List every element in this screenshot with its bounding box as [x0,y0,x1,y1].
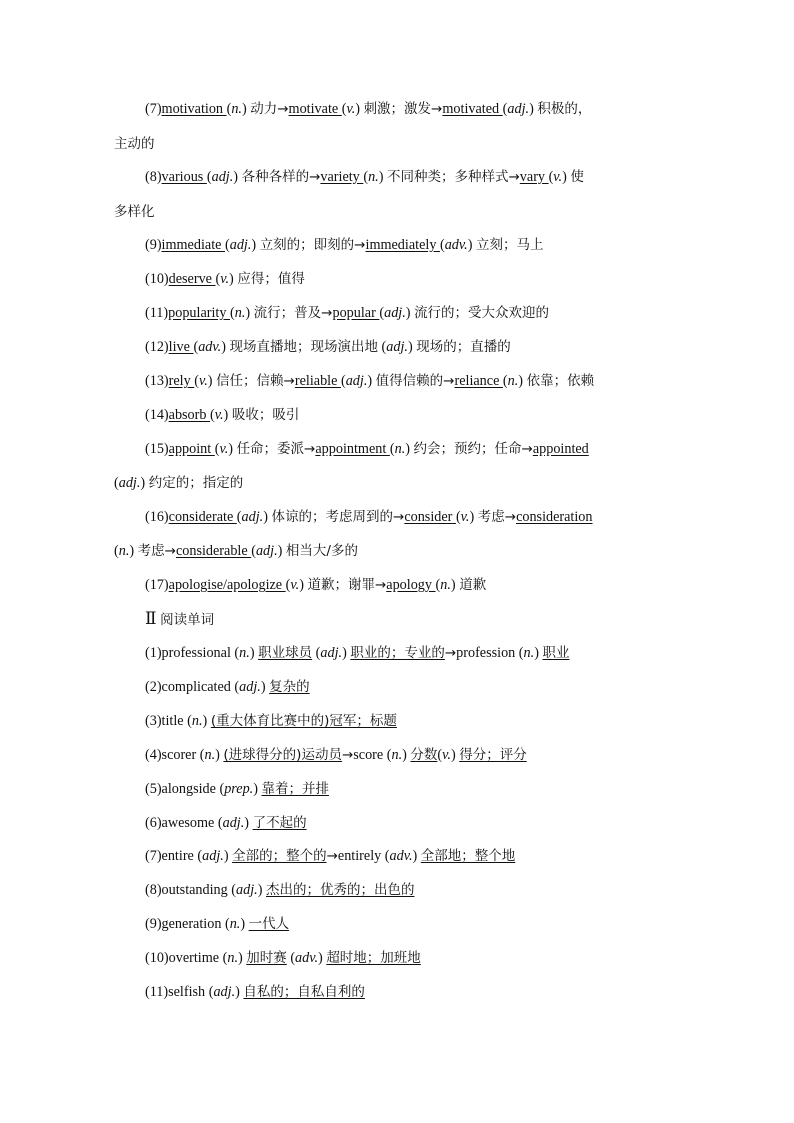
text-segment: 值得信赖的→ [375,373,455,389]
part-of-speech: n. [227,950,238,966]
text-segment: ) [228,441,237,457]
part-of-speech: adv. [198,339,222,355]
text-segment: 立刻的；即刻的→ [259,237,366,253]
reading-line-11 [145,982,365,1002]
text-segment: 体谅的；考虑周到的→ [271,509,405,525]
text-segment: ( [340,373,346,389]
answer-word: 分数 [410,747,438,763]
text-segment: 考虑→ [477,509,517,525]
answer-word: live [168,339,194,355]
text-segment: 相当大/多的 [285,543,358,559]
text-segment: (3)title ( [145,713,192,729]
vocab-line-14 [145,405,299,425]
answer-word: 一代人 [248,916,290,932]
text-segment: ) [378,169,387,185]
part-of-speech: v. [214,407,224,423]
text-segment: 阅读单词 [160,612,215,628]
answer-word: 得分；评分 [459,747,527,763]
text-segment: ) [229,271,238,287]
text-segment: ) [318,950,327,966]
answer-word: 职业 [542,645,570,661]
text-segment: ( [502,373,508,389]
text-segment: ( [236,509,242,525]
text-segment: 吸收；吸引 [231,407,300,423]
text-segment: (4)scorer ( [145,747,205,763]
answer-word: (重大体育比赛中的)冠军；标题 [210,713,397,729]
vocab-line-16-cont [114,541,358,561]
text-segment: ) [223,407,232,423]
text-segment: ) [402,747,411,763]
answer-word: 职业球员 [258,645,313,661]
vocab-line-10 [145,269,305,289]
text-segment: 道歉；谢罪→ [307,577,387,593]
answer-word: consider [404,509,456,525]
text-segment: 立刻；马上 [475,237,544,253]
part-of-speech: adj. [239,679,261,695]
part-of-speech: n. [394,441,406,457]
text-segment: 约会；预约；任命→ [413,441,533,457]
part-of-speech: n. [440,577,451,593]
text-segment: 应得；值得 [237,271,305,287]
answer-word: reliance [454,373,503,389]
text-segment: ( [230,305,235,321]
text-segment: ) [257,882,266,898]
text-segment: ) [562,169,571,185]
part-of-speech: n. [368,169,379,185]
text-segment: ) [407,339,417,355]
text-segment: ( [114,543,119,559]
text-segment: ) [233,169,242,185]
part-of-speech: adv. [295,950,319,966]
part-of-speech: v. [219,441,229,457]
text-segment: 依靠；依赖 [526,373,595,389]
vocab-line-7 [145,99,591,119]
vocab-line-9 [145,235,543,255]
text-segment: ) [534,645,543,661]
answer-word: reliable [294,373,341,389]
part-of-speech: adj. [118,475,141,491]
reading-line-5 [145,779,329,799]
part-of-speech: v. [290,577,300,593]
answer-word: 全部地；整个地 [420,848,516,864]
text-segment: 动力→ [250,101,289,117]
text-segment: ( [455,509,461,525]
text-segment: ) [260,679,270,695]
text-segment: ) [237,950,247,966]
text-segment: ) [202,713,211,729]
text-segment: ( [224,237,230,253]
text-segment: ( [363,169,369,185]
answer-word: 了不起的 [252,815,307,831]
text-segment: ( [389,441,395,457]
vocab-line-16 [145,507,593,527]
text-segment: (17) [145,577,169,593]
text-segment: ( [312,645,321,661]
text-segment: (13) [145,373,169,389]
part-of-speech: n. [507,373,519,389]
part-of-speech: adj. [211,169,234,185]
text-segment: ( [193,339,199,355]
text-segment: (8) [145,169,162,185]
text-segment: ( [226,101,232,117]
text-segment: ( [341,101,347,117]
reading-line-7 [145,846,515,866]
text-segment: (11)selfish ( [145,984,214,1000]
text-segment: Ⅱ [145,609,157,628]
answer-word: 加时赛 [246,950,287,966]
text-segment: ) [245,305,254,321]
text-segment: ) [529,101,538,117]
text-segment: 现场的；直播的 [416,339,511,355]
text-segment: → [326,848,338,864]
answer-word: deserve [168,271,216,287]
text-segment: 约定的；指定的 [148,475,244,491]
text-segment: 流行的；受大众欢迎的 [414,305,550,321]
reading-line-1 [145,643,569,663]
text-segment: ) [518,373,527,389]
text-segment: ) [249,645,259,661]
answer-word: 复杂的 [269,679,310,695]
vocab-line-11 [145,303,549,323]
text-segment: (7)entire ( [145,848,203,864]
part-of-speech: adv. [389,848,413,864]
answer-word: 全部的；整个的 [232,848,327,864]
text-segment: ( [214,441,220,457]
vocab-line-13 [145,371,594,391]
part-of-speech: adj. [345,373,368,389]
text-segment: ) [405,441,414,457]
text-segment: ) [450,747,460,763]
answer-word: immediate [161,237,225,253]
text-segment: (6)awesome ( [145,815,223,831]
answer-word: various [161,169,207,185]
text-segment: ( [435,577,441,593]
text-segment: (1)professional ( [145,645,240,661]
text-segment: (10)overtime ( [145,950,228,966]
answer-word: apology [386,577,436,593]
text-segment: (15) [145,441,169,457]
answer-word: (进球得分的)运动员 [223,747,342,763]
reading-line-3 [145,711,397,731]
answer-word: considerable [175,543,252,559]
text-segment: ( [439,237,445,253]
text-segment: 各种各样的→ [241,169,321,185]
text-segment: entirely ( [337,848,390,864]
reading-line-10 [145,948,421,968]
part-of-speech: adj. [255,543,278,559]
text-segment: ( [437,747,443,763]
text-segment: ( [502,101,508,117]
text-segment: ( [206,169,212,185]
text-segment: ) [263,509,272,525]
part-of-speech: n. [391,747,403,763]
answer-word: popularity [168,305,230,321]
text-segment: ) [244,815,253,831]
text-segment: (16) [145,509,169,525]
text-segment: ( [285,577,291,593]
part-of-speech: adj. [236,882,258,898]
text-segment: profession ( [456,645,524,661]
vocab-line-15-cont [114,473,243,493]
reading-line-4 [145,745,527,765]
text-segment: 不同种类；多种样式→ [386,169,520,185]
part-of-speech: n. [191,713,203,729]
vocab-line-8-cont [114,202,155,222]
answer-word: consideration [516,509,593,525]
text-segment: ) [129,543,138,559]
text-segment: (11) [145,305,169,321]
part-of-speech: adj. [507,101,530,117]
part-of-speech: v. [442,747,451,763]
text-segment: ( [379,305,385,321]
text-segment: ( [548,169,554,185]
text-segment: ) [253,781,262,797]
answer-word: appoint [168,441,215,457]
text-segment: (10) [145,271,169,287]
text-segment: ) [251,237,260,253]
text-segment: 考虑→ [137,543,176,559]
text-segment: ( [114,475,119,491]
answer-word: 职业的；专业的 [350,645,445,661]
text-segment: 积极的， [537,101,592,117]
part-of-speech: v. [460,509,470,525]
text-segment: ) [240,916,249,932]
text-segment: 使 [570,169,584,185]
text-segment: ) [235,984,244,1000]
text-segment: 多样化 [114,204,155,220]
text-segment: score ( [353,747,392,763]
text-segment: ) [467,237,476,253]
part-of-speech: adj. [384,305,406,321]
answer-word: appointed [532,441,589,457]
text-segment: (5)alongside ( [145,781,225,797]
text-segment: → [341,747,354,763]
answer-word: 超时地；加班地 [326,950,421,966]
part-of-speech: n. [234,305,246,321]
text-segment: ) [342,645,351,661]
text-segment: 现场直播地；现场演出地 [229,339,378,355]
answer-word: popular [332,305,380,321]
text-segment: ( [377,339,387,355]
answer-word: motivate [288,101,342,117]
part-of-speech: v. [553,169,563,185]
text-segment: 刺激；激发→ [363,101,443,117]
text-segment: → [444,645,457,661]
answer-word: 自私的；自私自利的 [243,984,365,1000]
part-of-speech: v. [198,373,208,389]
part-of-speech: adj. [222,815,245,831]
text-segment: 主动的 [114,136,155,152]
answer-word: considerate [168,509,237,525]
text-segment: ) [223,848,233,864]
text-segment: ) [277,543,286,559]
answer-word: appointment [315,441,390,457]
part-of-speech: n. [239,645,250,661]
text-segment: ( [194,373,199,389]
text-segment: (7) [145,101,162,117]
part-of-speech: n. [231,101,242,117]
text-segment: 道歉 [459,577,487,593]
vocab-line-15 [145,439,589,459]
part-of-speech: adj. [229,237,252,253]
part-of-speech: n. [229,916,241,932]
text-segment: (14) [145,407,169,423]
part-of-speech: adv. [444,237,468,253]
text-segment: ) [405,305,415,321]
answer-word: 杰出的；优秀的；出色的 [266,882,415,898]
text-segment: ( [210,407,215,423]
part-of-speech: prep. [224,781,254,797]
vocab-line-8 [145,167,584,187]
text-segment: ( [251,543,256,559]
reading-line-9 [145,914,289,934]
part-of-speech: adj. [241,509,264,525]
vocab-line-17 [145,575,486,595]
part-of-speech: adj. [386,339,408,355]
answer-word: motivation [161,101,227,117]
answer-word: 靠着；并排 [261,781,330,797]
vocab-line-12 [145,337,511,357]
text-segment: (8)outstanding ( [145,882,237,898]
part-of-speech: n. [118,543,130,559]
reading-line-2 [145,677,310,697]
part-of-speech: adj. [202,848,224,864]
text-segment: 信任；信赖→ [216,373,295,389]
text-segment: ) [469,509,478,525]
text-segment: ) [450,577,460,593]
text-segment: ) [241,101,251,117]
text-segment: (9) [145,237,162,253]
reading-line-8 [145,880,415,900]
text-segment: ) [215,747,224,763]
part-of-speech: adj. [320,645,343,661]
answer-word: variety [320,169,364,185]
text-segment: ( [215,271,221,287]
part-of-speech: n. [204,747,216,763]
text-segment: ( [286,950,296,966]
section-heading-reading-words [145,609,214,630]
part-of-speech: v. [346,101,356,117]
part-of-speech: v. [220,271,230,287]
text-segment: 流行；普及→ [253,305,333,321]
text-segment: 任命；委派→ [236,441,316,457]
text-segment: ) [412,848,421,864]
answer-word: absorb [168,407,211,423]
text-segment: ) [207,373,217,389]
answer-word: immediately [365,237,440,253]
text-segment: ) [221,339,230,355]
answer-word: rely [168,373,195,389]
reading-line-6 [145,813,307,833]
part-of-speech: adj. [213,984,236,1000]
answer-word: motivated [442,101,503,117]
text-segment: (9)generation ( [145,916,230,932]
part-of-speech: n. [523,645,535,661]
answer-word: vary [519,169,549,185]
answer-word: apologise/apologize [168,577,286,593]
text-segment: ) [367,373,376,389]
text-segment: ) [299,577,308,593]
vocab-line-7-cont [114,134,155,154]
text-segment: ) [355,101,364,117]
text-segment: (12) [145,339,169,355]
text-segment: ) [140,475,149,491]
text-segment: (2)complicated ( [145,679,240,695]
